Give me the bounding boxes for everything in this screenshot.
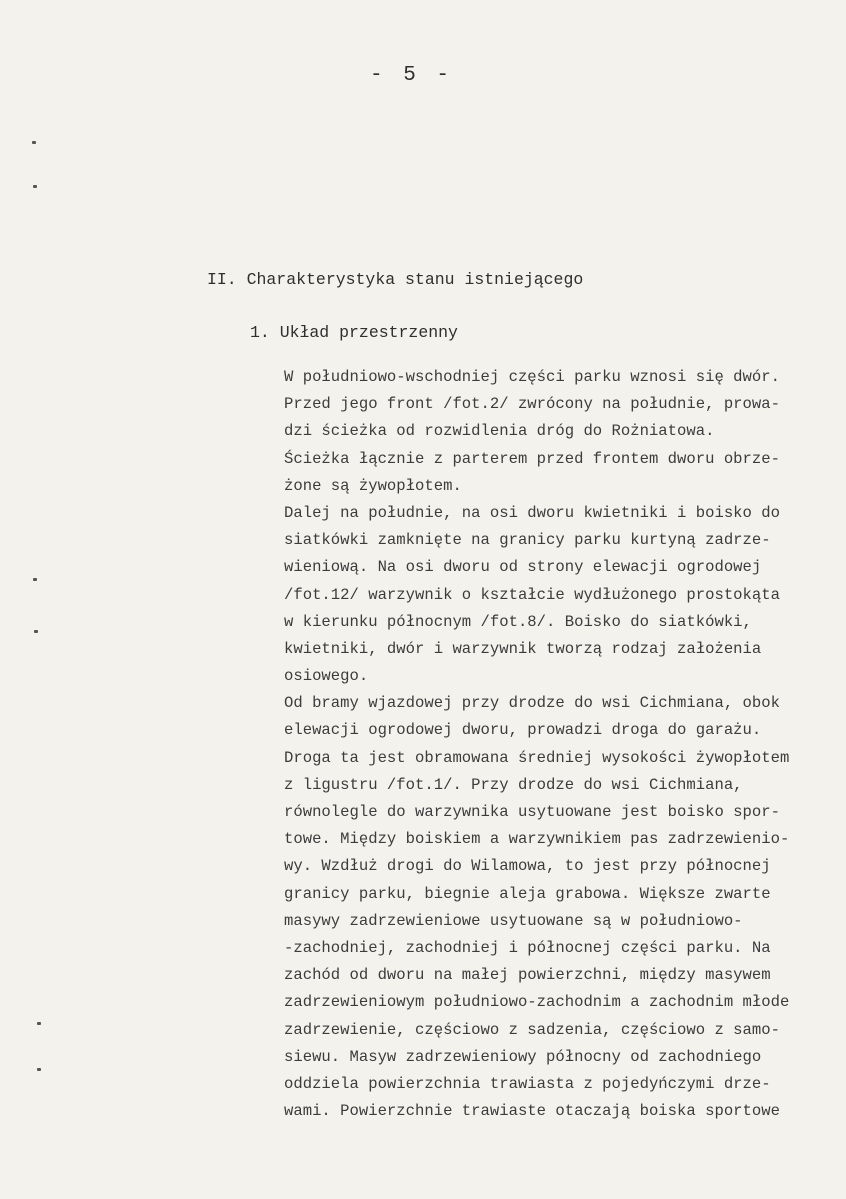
text-line: towe. Między boiskiem a warzywnikiem pas zadrzewienio-: [284, 830, 790, 849]
text-line: wy. Wzdłuż drogi do Wilamowa, to jest przy północnej: [284, 857, 771, 876]
body-text: [284, 364, 844, 1125]
text-line: z ligustru /fot.1/. Przy drodze do wsi Cichmiana,: [284, 775, 743, 794]
text-line: osiowego.: [284, 667, 369, 686]
page-number: - 5 -: [370, 64, 454, 87]
margin-mark: [32, 141, 36, 144]
margin-mark: [33, 578, 37, 581]
text-line: Ścieżka łącznie z parterem przed frontem dworu obrze-: [284, 449, 780, 468]
text-line: siatkówki zamknięte na granicy parku kurtyną zadrze-: [284, 531, 771, 550]
text-line: zachód od dworu na małej powierzchni, między masywem: [284, 966, 771, 985]
margin-mark: [34, 630, 38, 633]
text-line: zadrzewienie, częściowo z sadzenia, częściowo z samo-: [284, 1020, 780, 1039]
text-line: -zachodniej, zachodniej i północnej części parku. Na: [284, 938, 771, 957]
subsection-heading: 1. Układ przestrzenny: [250, 323, 458, 342]
text-line: Przed jego front /fot.2/ zwrócony na południe, prowa-: [284, 395, 780, 414]
text-line: kwietniki, dwór i warzywnik tworzą rodzaj założenia: [284, 639, 762, 658]
text-line: wami. Powierzchnie trawiaste otaczają boiska sportowe: [284, 1102, 780, 1121]
text-line: dzi ścieżka od rozwidlenia dróg do Rożniatowa.: [284, 422, 715, 441]
text-line: Droga ta jest obramowana średniej wysokości żywopłotem: [284, 748, 790, 767]
text-line: wieniową. Na osi dworu od strony elewacji ogrodowej: [284, 558, 762, 577]
text-line: elewacji ogrodowej dworu, prowadzi droga do garażu.: [284, 721, 762, 740]
text-line: w kierunku północnym /fot.8/. Boisko do siatkówki,: [284, 612, 752, 631]
text-line: zadrzewieniowym południowo-zachodnim a zachodnim młode: [284, 993, 790, 1012]
text-line: granicy parku, biegnie aleja grabowa. Większe zwarte: [284, 884, 771, 903]
text-line: oddziela powierzchnia trawiasta z pojedyńczymi drze-: [284, 1074, 771, 1093]
text-line: równolegle do warzywnika usytuowane jest boisko spor-: [284, 803, 780, 821]
text-line: /fot.12/ warzywnik o kształcie wydłużonego prostokąta: [284, 585, 780, 604]
text-line: W południowo-wschodniej części parku wznosi się dwór.: [284, 368, 780, 386]
text-line: Dalej na południe, na osi dworu kwietniki i boisko do: [284, 503, 780, 522]
section-heading: II. Charakterystyka stanu istniejącego: [207, 270, 584, 289]
margin-mark: [33, 185, 37, 188]
margin-mark: [37, 1068, 41, 1071]
margin-mark: [37, 1022, 41, 1025]
text-line: siewu. Masyw zadrzewieniowy północny od zachodniego: [284, 1047, 762, 1066]
text-line: Od bramy wjazdowej przy drodze do wsi Cichmiana, obok: [284, 694, 780, 713]
text-line: masywy zadrzewieniowe usytuowane są w południowo-: [284, 911, 743, 930]
text-line: żone są żywopłotem.: [284, 476, 462, 495]
